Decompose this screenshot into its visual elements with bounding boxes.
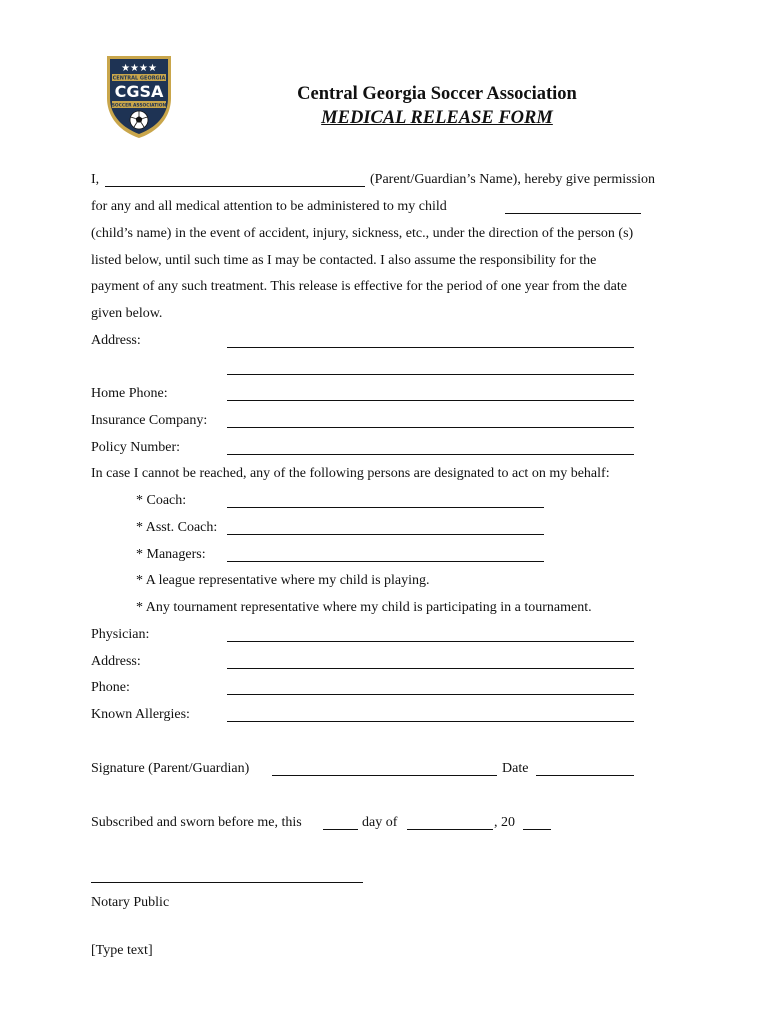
- physician-phone-line[interactable]: [227, 694, 634, 695]
- insurance-label: Insurance Company:: [91, 413, 208, 428]
- physician-label: Physician:: [91, 627, 150, 642]
- asst-coach-label: * Asst. Coach:: [136, 520, 218, 535]
- form-org-title: Central Georgia Soccer Association: [297, 84, 577, 104]
- managers-label: * Managers:: [136, 547, 206, 562]
- footer-placeholder: [Type text]: [91, 943, 153, 958]
- physician-address-line[interactable]: [227, 668, 634, 669]
- league-rep-text: * A league representative where my child is playing.: [136, 573, 430, 588]
- logo-main-text: CGSA: [114, 82, 164, 101]
- allergies-label: Known Allergies:: [91, 707, 190, 722]
- sworn-year-line[interactable]: [523, 829, 551, 830]
- coach-label: * Coach:: [136, 493, 187, 508]
- physician-line[interactable]: [227, 641, 634, 642]
- coach-line[interactable]: [227, 507, 544, 508]
- tournament-rep-text: * Any tournament representative where my child is participating in a tournament.: [136, 600, 592, 615]
- address-line-2[interactable]: [227, 374, 634, 375]
- logo-bottom-text: SOCCER ASSOCIATION: [111, 103, 167, 109]
- signature-line[interactable]: [272, 775, 497, 776]
- cgsa-logo: [101, 52, 177, 140]
- intro-line-3: (child’s name) in the event of accident, injury, sickness, etc., under the direction of the person (s): [91, 226, 634, 241]
- notary-signature-line[interactable]: [91, 882, 363, 883]
- signature-label: Signature (Parent/Guardian): [91, 761, 250, 776]
- designees-intro: In case I cannot be reached, any of the following persons are designated to act on my behalf:: [91, 466, 610, 481]
- sworn-month-line[interactable]: [407, 829, 493, 830]
- address-line-1[interactable]: [227, 347, 634, 348]
- physician-phone-label: Phone:: [91, 680, 130, 695]
- policy-line[interactable]: [227, 454, 634, 455]
- home-phone-line[interactable]: [227, 400, 634, 401]
- intro-prefix: I,: [91, 172, 100, 187]
- logo-top-text: CENTRAL GEORGIA: [112, 75, 166, 82]
- intro-line-6: given below.: [91, 306, 163, 321]
- intro-line-2: for any and all medical attention to be administered to my child: [91, 199, 447, 214]
- date-line[interactable]: [536, 775, 634, 776]
- sworn-text-a: Subscribed and sworn before me, this: [91, 815, 302, 830]
- insurance-line[interactable]: [227, 427, 634, 428]
- sworn-text-c: , 20: [494, 815, 515, 830]
- physician-address-label: Address:: [91, 654, 141, 669]
- parent-name-line[interactable]: [105, 186, 365, 187]
- intro-line-4: listed below, until such time as I may be contacted. I also assume the responsibility for the: [91, 253, 597, 268]
- address-label: Address:: [91, 333, 141, 348]
- soccer-ball-icon: [130, 111, 148, 129]
- managers-line[interactable]: [227, 561, 544, 562]
- form-title: MEDICAL RELEASE FORM: [321, 108, 553, 128]
- intro-suffix: (Parent/Guardian’s Name), hereby give permission: [370, 172, 655, 187]
- child-name-line[interactable]: [505, 213, 641, 214]
- policy-label: Policy Number:: [91, 440, 181, 455]
- logo-stars: ★★★★: [121, 63, 157, 74]
- home-phone-label: Home Phone:: [91, 386, 168, 401]
- sworn-day-line[interactable]: [323, 829, 358, 830]
- intro-line-5: payment of any such treatment. This release is effective for the period of one year from the date: [91, 279, 627, 294]
- asst-coach-line[interactable]: [227, 534, 544, 535]
- date-label: Date: [502, 761, 529, 776]
- allergies-line[interactable]: [227, 721, 634, 722]
- notary-label: Notary Public: [91, 895, 170, 910]
- sworn-text-b: day of: [362, 815, 398, 830]
